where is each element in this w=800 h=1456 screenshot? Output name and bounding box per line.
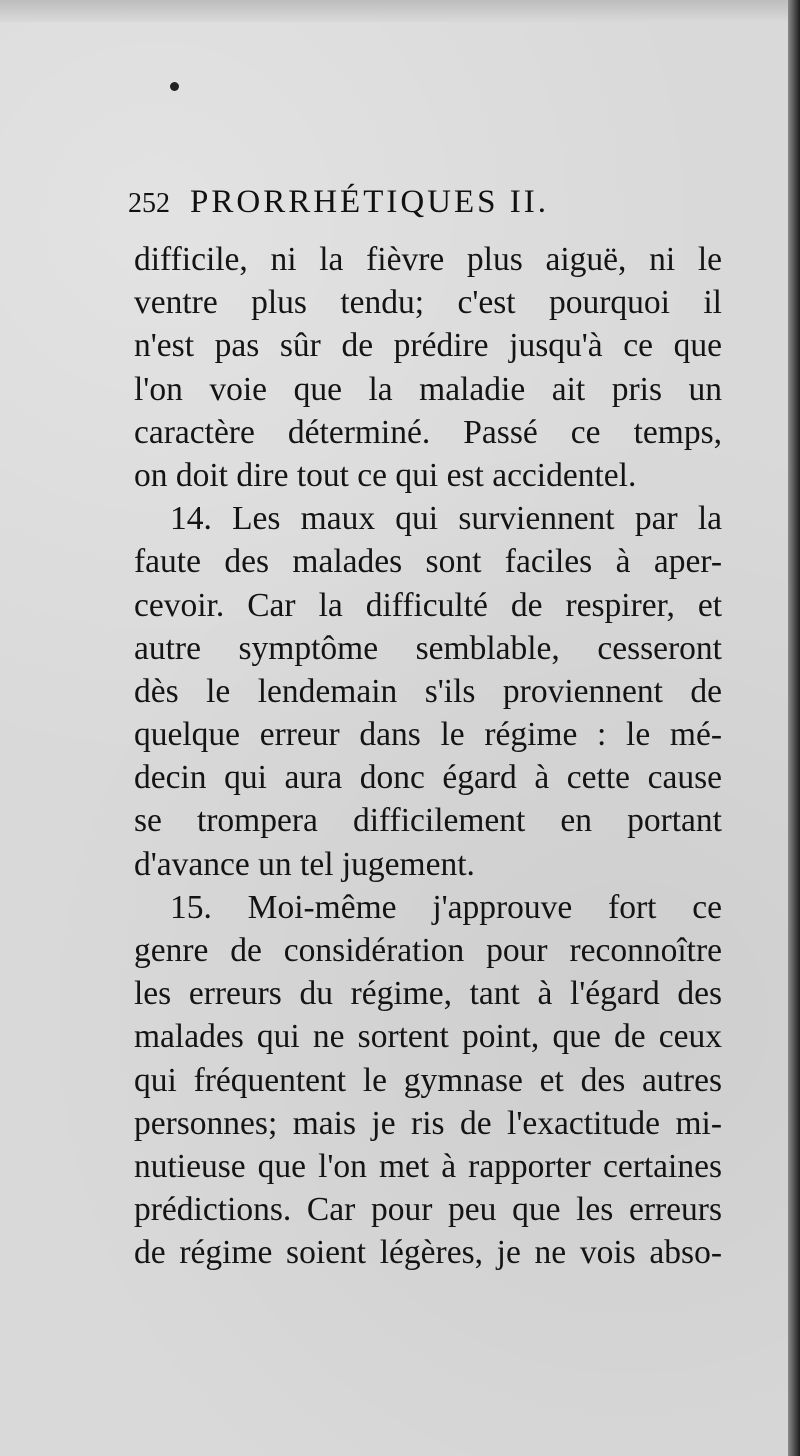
ink-speck bbox=[170, 82, 179, 91]
text-line: nutieuse que l'on met à rapporter certaines bbox=[134, 1147, 722, 1185]
text-line: qui fréquentent le gymnase et des autres bbox=[134, 1061, 722, 1099]
text-line: difficile, ni la fièvre plus aiguë, ni le bbox=[134, 241, 722, 278]
text-line: de régime soient légères, je ne vois abso- bbox=[134, 1234, 722, 1272]
text-line: les erreurs du régime, tant à l'égard des bbox=[134, 975, 722, 1013]
text-line: dès le lendemain s'ils proviennent de bbox=[134, 672, 722, 710]
text-line: d'avance un tel jugement. bbox=[134, 845, 475, 883]
page-top-edge bbox=[0, 0, 788, 22]
text-line: cevoir. Car la difficulté de respirer, et bbox=[134, 586, 722, 624]
page-header bbox=[128, 184, 728, 234]
text-line: on doit dire tout ce qui est accidentel. bbox=[134, 456, 637, 494]
text-line: prédictions. Car pour peu que les erreurs bbox=[134, 1191, 722, 1229]
paragraph-14-start: 14. Les maux qui surviennent par la bbox=[170, 500, 722, 538]
body-text bbox=[134, 238, 722, 1275]
text-line: faute des malades sont faciles à aper- bbox=[134, 543, 722, 581]
text-line: autre symptôme semblable, cesseront bbox=[134, 629, 722, 667]
text-line: caractère déterminé. Passé ce temps, bbox=[134, 413, 722, 451]
running-head: PRORRHÉTIQUES II. bbox=[190, 184, 550, 220]
text-line: malades qui ne sortent point, que de ceux bbox=[134, 1018, 722, 1056]
page-number: 252 bbox=[128, 188, 170, 219]
text-line: se trompera difficilement en portant bbox=[134, 802, 722, 840]
paragraph-15-start: 15. Moi-même j'approuve fort ce bbox=[170, 888, 722, 926]
text-line: genre de considération pour reconnoître bbox=[134, 932, 722, 969]
text-line: personnes; mais je ris de l'exactitude mi- bbox=[134, 1104, 722, 1142]
book-spine-edge bbox=[788, 0, 800, 1456]
text-line: decin qui aura donc égard à cette cause bbox=[134, 759, 722, 797]
text-line: n'est pas sûr de prédire jusqu'à ce que bbox=[134, 327, 722, 365]
text-line: l'on voie que la maladie ait pris un bbox=[134, 370, 722, 408]
text-line: quelque erreur dans le régime : le mé- bbox=[134, 716, 722, 754]
text-line: ventre plus tendu; c'est pourquoi il bbox=[134, 284, 722, 322]
